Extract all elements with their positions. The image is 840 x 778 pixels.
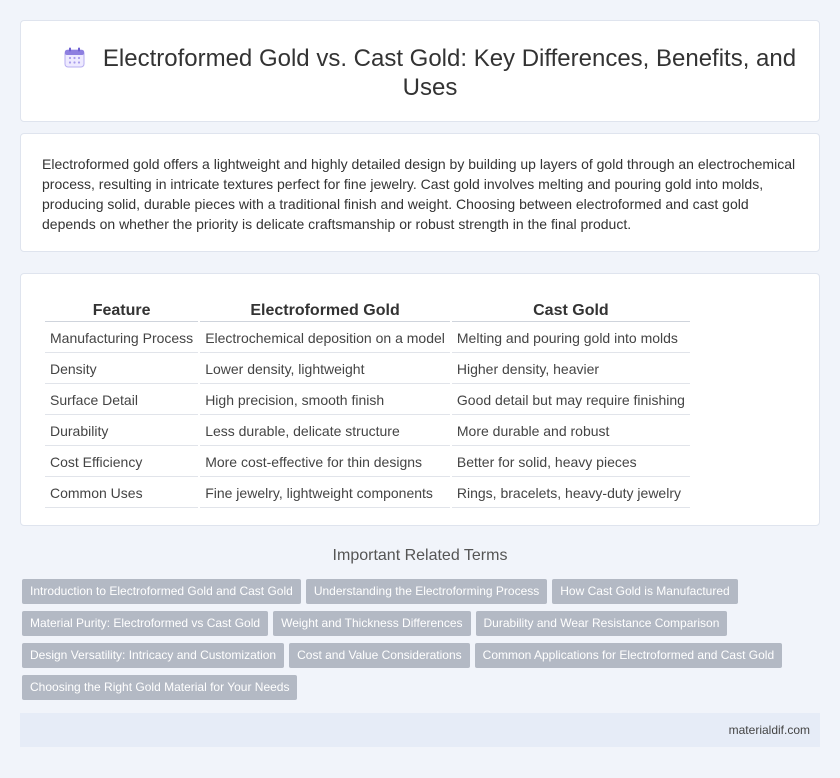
related-term-tag[interactable]: Design Versatility: Intricacy and Customization — [22, 643, 284, 668]
related-term-tag[interactable]: Weight and Thickness Differences — [273, 611, 470, 636]
table-cell: More durable and robust — [452, 417, 690, 446]
table-cell: Durability — [45, 417, 198, 446]
table-cell: Manufacturing Process — [45, 324, 198, 353]
table-cell: Density — [45, 355, 198, 384]
table-row — [45, 448, 690, 477]
table-cell: Electrochemical deposition on a model — [200, 324, 450, 353]
table-cell: More cost-effective for thin designs — [200, 448, 450, 477]
table-cell: Good detail but may require finishing — [452, 386, 690, 415]
table-cell: High precision, smooth finish — [200, 386, 450, 415]
table-cell: Less durable, delicate structure — [200, 417, 450, 446]
header-electroformed: Electroformed Gold — [200, 298, 450, 322]
comparison-table — [43, 296, 692, 510]
related-terms-list — [22, 579, 822, 707]
intro-card — [20, 133, 820, 252]
comparison-card — [20, 273, 820, 526]
related-term-tag[interactable]: Choosing the Right Gold Material for Your Needs — [22, 675, 297, 700]
table-cell: Fine jewelry, lightweight components — [200, 479, 450, 508]
page-header — [61, 44, 799, 102]
calendar-icon — [64, 47, 85, 68]
title-card — [20, 20, 820, 122]
related-term-tag[interactable]: Material Purity: Electroformed vs Cast Gold — [22, 611, 268, 636]
table-cell: Lower density, lightweight — [200, 355, 450, 384]
header-feature: Feature — [45, 298, 198, 322]
footer-site-link[interactable]: materialdif.com — [728, 723, 810, 737]
table-cell: Cost Efficiency — [45, 448, 198, 477]
table-cell: Surface Detail — [45, 386, 198, 415]
related-term-tag[interactable]: How Cast Gold is Manufactured — [552, 579, 737, 604]
footer — [20, 713, 820, 747]
table-row — [45, 479, 690, 508]
related-term-tag[interactable]: Durability and Wear Resistance Comparison — [476, 611, 728, 636]
table-cell: Rings, bracelets, heavy-duty jewelry — [452, 479, 690, 508]
related-term-tag[interactable]: Introduction to Electroformed Gold and Cast Gold — [22, 579, 301, 604]
table-row — [45, 386, 690, 415]
intro-paragraph: Electroformed gold offers a lightweight and highly detailed design by building up layers of gold through an electrochemical process, resulting in intricate textures perfect for fine jewelry. Cast gold involves melting and pouring gold into molds, producing solid, durable pieces with a traditional finish and weight. Choosing between electroformed and cast gold depends on whether the priority is delicate craftsmanship or robust strength in the final product. — [42, 156, 796, 232]
related-terms-title: Important Related Terms — [332, 547, 508, 564]
table-row — [45, 417, 690, 446]
related-term-tag[interactable]: Cost and Value Considerations — [289, 643, 470, 668]
page-title: Electroformed Gold vs. Cast Gold: Key Differences, Benefits, and Uses — [102, 45, 797, 101]
table-cell: Melting and pouring gold into molds — [452, 324, 690, 353]
related-term-tag[interactable]: Common Applications for Electroformed and Cast Gold — [475, 643, 782, 668]
table-cell: Higher density, heavier — [452, 355, 690, 384]
table-cell: Better for solid, heavy pieces — [452, 448, 690, 477]
table-row — [45, 355, 690, 384]
table-cell: Common Uses — [45, 479, 198, 508]
table-header-row — [45, 298, 690, 322]
related-term-tag[interactable]: Understanding the Electroforming Process — [306, 579, 547, 604]
header-cast: Cast Gold — [452, 298, 690, 322]
table-row — [45, 324, 690, 353]
